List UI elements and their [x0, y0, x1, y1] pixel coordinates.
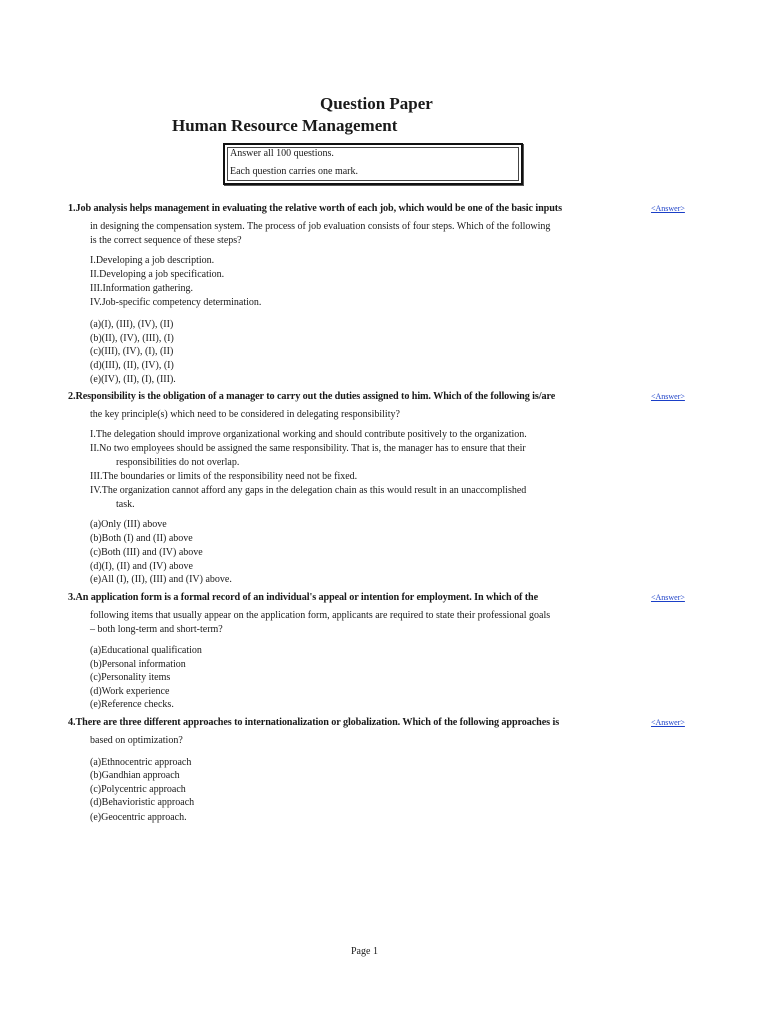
- answer-link[interactable]: <Answer>: [651, 204, 685, 213]
- instructions-box: [223, 143, 523, 185]
- statement: I.The delegation should improve organizational working and should contribute positively to the organization.: [90, 429, 527, 440]
- statement: I.Developing a job description.: [90, 255, 215, 266]
- answer-option: (a)Ethnocentric approach: [90, 757, 192, 768]
- answer-option: (c)Both (III) and (IV) above: [90, 547, 203, 558]
- answer-option: (d)(III), (II), (IV), (I): [90, 360, 174, 371]
- answer-option: (b)Gandhian approach: [90, 770, 180, 781]
- question-text-line: based on optimization?: [90, 735, 183, 746]
- question-text-line: the key principle(s) which need to be considered in delegating responsibility?: [90, 409, 400, 420]
- question-text-line: following items that usually appear on the application form, applicants are required to state their professional goals: [90, 610, 551, 621]
- instruction-line: Answer all 100 questions.: [230, 148, 334, 159]
- statement: II.No two employees should be assigned the same responsibility. That is, the manager has to ensure that their: [90, 443, 526, 454]
- answer-option: (d)Work experience: [90, 686, 170, 697]
- answer-option: (a)(I), (III), (IV), (II): [90, 319, 174, 330]
- question-number: 1.: [68, 203, 76, 214]
- question-heading: [68, 203, 562, 214]
- answer-option: (e)All (I), (II), (III) and (IV) above.: [90, 574, 232, 585]
- answer-option: (b)Both (I) and (II) above: [90, 533, 193, 544]
- answer-option: (c)(III), (IV), (I), (II): [90, 346, 174, 357]
- answer-option: (d)Behavioristic approach: [90, 797, 195, 808]
- question-text-line: in designing the compensation system. The process of job evaluation consists of four steps. Which of the following: [90, 221, 551, 232]
- statement: II.Developing a job specification.: [90, 269, 225, 280]
- answer-option: (a)Only (III) above: [90, 519, 167, 530]
- subject-title: Human Resource Management: [172, 116, 398, 135]
- statement: IV.Job-specific competency determination.: [90, 297, 262, 308]
- answer-option: (c)Personality items: [90, 672, 171, 683]
- statement-continuation: task.: [116, 499, 135, 510]
- question-heading-text: Job analysis helps management in evaluating the relative worth of each job, which would be one of the basic inputs: [75, 203, 562, 214]
- answer-option: (e)Reference checks.: [90, 699, 174, 710]
- answer-link[interactable]: <Answer>: [651, 392, 685, 401]
- question-number: 3.: [68, 592, 76, 603]
- statement: III.Information gathering.: [90, 283, 194, 294]
- question-text-line: – both long-term and short-term?: [90, 624, 223, 635]
- statement: IV.The organization cannot afford any gaps in the delegation chain as this would result in an unaccomplished: [90, 485, 527, 496]
- page-number: Page 1: [351, 946, 378, 957]
- question-heading-text: There are three different approaches to internationalization or globalization. Which of the following approaches is: [75, 717, 560, 728]
- page-title: Question Paper: [320, 94, 433, 113]
- answer-link[interactable]: <Answer>: [651, 593, 685, 602]
- statement: III.The boundaries or limits of the responsibility need not be fixed.: [90, 471, 358, 482]
- answer-link[interactable]: <Answer>: [651, 718, 685, 727]
- question-heading-text: Responsibility is the obligation of a manager to carry out the duties assigned to him. Which of the following is/are: [75, 391, 556, 402]
- question-heading: [68, 592, 538, 603]
- question-number: 2.: [68, 391, 76, 402]
- answer-option: (b)(II), (IV), (III), (I): [90, 333, 174, 344]
- answer-option: (d)(I), (II) and (IV) above: [90, 561, 193, 572]
- answer-option: (b)Personal information: [90, 659, 186, 670]
- statement-continuation: responsibilities do not overlap.: [116, 457, 240, 468]
- answer-option: (e)(IV), (II), (I), (III).: [90, 374, 176, 385]
- question-heading-text: An application form is a formal record of an individual's appeal or intention for employment. In which of the: [75, 592, 539, 603]
- answer-option: (a)Educational qualification: [90, 645, 202, 656]
- question-heading: [68, 391, 555, 402]
- answer-option: (e)Geocentric approach.: [90, 812, 187, 823]
- question-number: 4.: [68, 717, 76, 728]
- instruction-line: Each question carries one mark.: [230, 166, 359, 177]
- question-heading: [68, 717, 559, 728]
- question-text-line: is the correct sequence of these steps?: [90, 235, 242, 246]
- answer-option: (c)Polycentric approach: [90, 784, 186, 795]
